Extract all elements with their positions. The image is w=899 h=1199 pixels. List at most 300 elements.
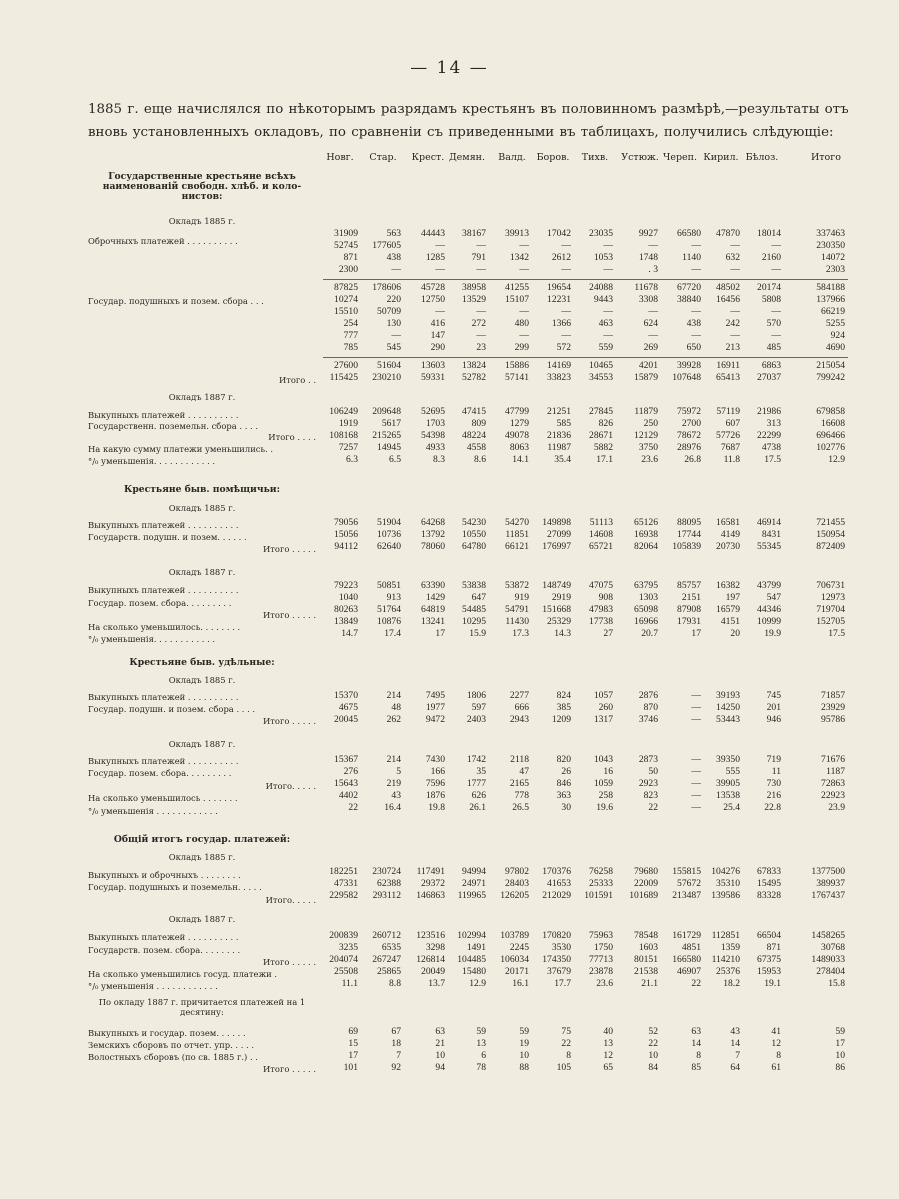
column-header: Стар. bbox=[369, 152, 397, 163]
row-label: По окладу 1887 г. причитается платежей на 1 десятину: bbox=[98, 997, 306, 1017]
table-cell: 21538 bbox=[634, 966, 658, 977]
table-cell: 106249 bbox=[329, 406, 358, 417]
table-cell: 215265 bbox=[372, 430, 401, 441]
table-cell: 47 bbox=[519, 766, 529, 777]
table-cell: 57672 bbox=[677, 878, 701, 889]
table-cell: 4738 bbox=[761, 442, 781, 453]
table-cell: — bbox=[691, 714, 701, 725]
table-cell: — bbox=[561, 306, 571, 317]
table-cell: 871 bbox=[766, 942, 781, 953]
table-cell: 1140 bbox=[682, 252, 701, 263]
row-label: Итого . . . . . bbox=[262, 716, 316, 726]
table-cell: 14.3 bbox=[554, 628, 571, 639]
table-cell: 15510 bbox=[334, 306, 358, 317]
row-label: Выкупныхъ и оброчныхъ . . . . . . . . bbox=[88, 870, 241, 880]
table-cell: 66121 bbox=[505, 541, 529, 552]
table-cell: — bbox=[476, 330, 486, 341]
table-cell: 15370 bbox=[334, 690, 358, 701]
table-cell: 66219 bbox=[821, 306, 845, 317]
table-cell: — bbox=[691, 240, 701, 251]
table-cell: 555 bbox=[725, 766, 740, 777]
table-cell: 107648 bbox=[672, 372, 701, 383]
table-cell: 8.3 bbox=[433, 454, 445, 465]
table-cell: 8 bbox=[776, 1050, 781, 1061]
column-header: Валд. bbox=[498, 152, 526, 163]
table-cell: 62640 bbox=[377, 541, 401, 552]
table-cell: 871 bbox=[343, 252, 358, 263]
table-cell: 13 bbox=[476, 1038, 486, 1049]
table-cell: 101689 bbox=[629, 890, 658, 901]
table-cell: 62388 bbox=[377, 878, 401, 889]
table-cell: 19.9 bbox=[764, 628, 781, 639]
table-cell: 17.7 bbox=[554, 978, 571, 989]
table-cell: 1748 bbox=[638, 252, 658, 263]
table-cell: 1303 bbox=[638, 592, 658, 603]
table-cell: 4558 bbox=[466, 442, 486, 453]
table-cell: 4851 bbox=[681, 942, 701, 953]
column-header: Новг. bbox=[326, 152, 354, 163]
table-cell: 607 bbox=[725, 418, 740, 429]
row-label: Итого . . . . . bbox=[262, 544, 316, 554]
table-cell: 1489033 bbox=[811, 954, 845, 965]
table-cell: — bbox=[730, 240, 740, 251]
table-cell: 176997 bbox=[542, 541, 571, 552]
table-cell: 11.1 bbox=[341, 978, 358, 989]
table-cell: 846 bbox=[556, 778, 571, 789]
table-cell: 102776 bbox=[816, 442, 845, 453]
table-cell: 88095 bbox=[677, 517, 701, 528]
table-cell: 12.9 bbox=[828, 454, 845, 465]
table-cell: 49078 bbox=[505, 430, 529, 441]
table-cell: 11987 bbox=[547, 442, 571, 453]
table-cell: — bbox=[691, 690, 701, 701]
table-cell: 15953 bbox=[757, 966, 781, 977]
table-cell: 15367 bbox=[334, 754, 358, 765]
table-cell: 9443 bbox=[593, 294, 613, 305]
table-cell: 4402 bbox=[338, 790, 358, 801]
table-cell: 57726 bbox=[716, 430, 740, 441]
table-cell: 1043 bbox=[593, 754, 613, 765]
page-number: — 14 — bbox=[410, 58, 489, 78]
table-cell: 6863 bbox=[761, 360, 781, 371]
table-cell: 39350 bbox=[716, 754, 740, 765]
table-cell: 17.1 bbox=[596, 454, 613, 465]
table-cell: 13792 bbox=[421, 529, 445, 540]
table-cell: 139586 bbox=[711, 890, 740, 901]
table-cell: 626 bbox=[471, 790, 486, 801]
table-cell: 83328 bbox=[757, 890, 781, 901]
row-label: Окладъ 1885 г. bbox=[168, 503, 236, 513]
table-cell: 52782 bbox=[462, 372, 486, 383]
table-cell: — bbox=[435, 306, 445, 317]
row-label: Итого . . . . bbox=[268, 432, 316, 442]
table-cell: 79680 bbox=[634, 866, 658, 877]
table-cell: 438 bbox=[386, 252, 401, 263]
table-cell: 563 bbox=[386, 228, 401, 239]
table-cell: 17 bbox=[691, 628, 701, 639]
table-cell: — bbox=[519, 264, 529, 275]
table-cell: 64 bbox=[730, 1062, 740, 1073]
table-cell: 27845 bbox=[589, 406, 613, 417]
table-cell: 10999 bbox=[757, 616, 781, 627]
table-cell: — bbox=[691, 702, 701, 713]
table-cell: 597 bbox=[471, 702, 486, 713]
table-cell: 7257 bbox=[338, 442, 358, 453]
table-cell: 37679 bbox=[547, 966, 571, 977]
table-cell: 416 bbox=[430, 318, 445, 329]
row-label: Общiй итогъ государ. платежей: bbox=[113, 834, 291, 845]
table-cell: 64780 bbox=[462, 541, 486, 552]
table-cell: 7 bbox=[735, 1050, 740, 1061]
table-cell: 2612 bbox=[551, 252, 571, 263]
table-cell: 23929 bbox=[821, 702, 845, 713]
table-cell: 28671 bbox=[589, 430, 613, 441]
table-cell: 53838 bbox=[462, 580, 486, 591]
table-cell: 17931 bbox=[677, 616, 701, 627]
table-cell: 706731 bbox=[816, 580, 845, 591]
table-cell: 48 bbox=[391, 702, 401, 713]
table-cell: 65126 bbox=[634, 517, 658, 528]
table-cell: 80151 bbox=[634, 954, 658, 965]
table-cell: 293112 bbox=[372, 890, 401, 901]
table-cell: 114210 bbox=[711, 954, 740, 965]
table-cell: 809 bbox=[471, 418, 486, 429]
row-label: На сколько уменьшилось. . . . . . . . bbox=[88, 622, 241, 632]
table-cell: 39905 bbox=[716, 778, 740, 789]
table-cell: 108168 bbox=[329, 430, 358, 441]
table-cell: 19.1 bbox=[764, 978, 781, 989]
column-header: Череп. bbox=[662, 152, 698, 163]
table-cell: 272 bbox=[471, 318, 486, 329]
table-cell: — bbox=[691, 264, 701, 275]
table-cell: 2876 bbox=[638, 690, 658, 701]
table-cell: 47870 bbox=[716, 228, 740, 239]
table-cell: 2700 bbox=[681, 418, 701, 429]
row-label: °/₀ уменьшенiя. . . . . . . . . . . . bbox=[88, 456, 216, 466]
table-cell: 385 bbox=[556, 702, 571, 713]
table-cell: 19.6 bbox=[596, 802, 613, 813]
row-label: Итого. . . . . bbox=[265, 781, 316, 791]
table-cell: 75 bbox=[561, 1026, 571, 1037]
table-cell: — bbox=[476, 306, 486, 317]
table-cell: 12750 bbox=[421, 294, 445, 305]
table-cell: — bbox=[691, 790, 701, 801]
table-cell: 51113 bbox=[589, 517, 613, 528]
table-cell: 170376 bbox=[542, 866, 571, 877]
row-label: На сколько уменьшилось . . . . . . . bbox=[88, 793, 238, 803]
table-cell: — bbox=[691, 766, 701, 777]
table-cell: 104485 bbox=[457, 954, 486, 965]
table-cell: 1366 bbox=[551, 318, 571, 329]
table-cell: 67375 bbox=[757, 954, 781, 965]
table-cell: 1187 bbox=[826, 766, 845, 777]
row-label: Крестьяне быв. помѣщичьи: bbox=[123, 484, 281, 495]
table-cell: 22.8 bbox=[764, 802, 781, 813]
table-cell: 20.7 bbox=[641, 628, 658, 639]
row-label: Выкупныхъ и государ. позем. . . . . . bbox=[88, 1028, 246, 1038]
table-cell: 59 bbox=[519, 1026, 529, 1037]
table-cell: 151668 bbox=[542, 604, 571, 615]
table-cell: 260712 bbox=[372, 930, 401, 941]
table-cell: 94994 bbox=[462, 866, 486, 877]
table-cell: 63795 bbox=[634, 580, 658, 591]
table-cell: 33823 bbox=[547, 372, 571, 383]
table-cell: 8063 bbox=[509, 442, 529, 453]
table-cell: — bbox=[730, 306, 740, 317]
table-cell: 872409 bbox=[816, 541, 845, 552]
table-cell: 18 bbox=[391, 1038, 401, 1049]
table-cell: 147 bbox=[430, 330, 445, 341]
table-cell: 3746 bbox=[638, 714, 658, 725]
table-cell: 25329 bbox=[547, 616, 571, 627]
table-cell: 26.1 bbox=[469, 802, 486, 813]
table-cell: 913 bbox=[386, 592, 401, 603]
table-cell: 43799 bbox=[757, 580, 781, 591]
table-cell: 54270 bbox=[505, 517, 529, 528]
table-cell: 13241 bbox=[421, 616, 445, 627]
table-cell: 9472 bbox=[425, 714, 445, 725]
table-cell: 7596 bbox=[425, 778, 445, 789]
table-cell: 14.7 bbox=[341, 628, 358, 639]
table-cell: 15056 bbox=[334, 529, 358, 540]
table-cell: — bbox=[691, 330, 701, 341]
table-cell: 25376 bbox=[716, 966, 740, 977]
table-cell: 30768 bbox=[821, 942, 845, 953]
table-cell: 22 bbox=[648, 1038, 658, 1049]
table-cell: 10736 bbox=[377, 529, 401, 540]
row-label: Итого . . . . . bbox=[262, 957, 316, 967]
table-cell: 14 bbox=[730, 1038, 740, 1049]
table-cell: 112851 bbox=[711, 930, 740, 941]
table-cell: — bbox=[771, 240, 781, 251]
table-cell: 119965 bbox=[457, 890, 486, 901]
row-label: Выкупныхъ платежей . . . . . . . . . . bbox=[88, 932, 239, 942]
table-cell: 1777 bbox=[466, 778, 486, 789]
table-cell: 919 bbox=[514, 592, 529, 603]
table-cell: 1059 bbox=[593, 778, 613, 789]
table-cell: — bbox=[771, 306, 781, 317]
table-cell: 137966 bbox=[816, 294, 845, 305]
table-cell: 146863 bbox=[416, 890, 445, 901]
table-cell: 438 bbox=[686, 318, 701, 329]
table-cell: 545 bbox=[386, 342, 401, 353]
table-cell: 480 bbox=[514, 318, 529, 329]
table-cell: 1279 bbox=[509, 418, 529, 429]
table-cell: — bbox=[603, 240, 613, 251]
table-cell: 1458265 bbox=[811, 930, 845, 941]
table-cell: 166 bbox=[430, 766, 445, 777]
table-cell: — bbox=[476, 264, 486, 275]
table-cell: 2300 bbox=[338, 264, 358, 275]
table-cell: 63 bbox=[435, 1026, 445, 1037]
table-cell: 254 bbox=[343, 318, 358, 329]
table-cell: 463 bbox=[598, 318, 613, 329]
table-cell: 19 bbox=[519, 1038, 529, 1049]
table-cell: 14.1 bbox=[512, 454, 529, 465]
table-cell: 721455 bbox=[816, 517, 845, 528]
table-cell: 13 bbox=[603, 1038, 613, 1049]
table-cell: 19654 bbox=[547, 282, 571, 293]
table-cell: 389937 bbox=[816, 878, 845, 889]
table-cell: 2160 bbox=[761, 252, 781, 263]
table-cell: — bbox=[603, 306, 613, 317]
table-cell: — bbox=[691, 802, 701, 813]
table-cell: 3308 bbox=[638, 294, 658, 305]
table-cell: 1377500 bbox=[811, 866, 845, 877]
table-cell: 65413 bbox=[716, 372, 740, 383]
table-cell: 150954 bbox=[816, 529, 845, 540]
table-cell: 8.8 bbox=[389, 978, 401, 989]
row-label: Государ. позем. сбора. . . . . . . . . bbox=[88, 598, 232, 608]
table-cell: 25.4 bbox=[723, 802, 740, 813]
row-label: °/₀ уменьшенiя . . . . . . . . . . . . bbox=[88, 981, 218, 991]
table-cell: 85757 bbox=[677, 580, 701, 591]
table-cell: 11851 bbox=[505, 529, 529, 540]
table-cell: 53872 bbox=[505, 580, 529, 591]
table-cell: 4151 bbox=[720, 616, 740, 627]
table-cell: 10295 bbox=[462, 616, 486, 627]
table-cell: — bbox=[648, 240, 658, 251]
table-cell: 13824 bbox=[462, 360, 486, 371]
row-label: Выкупныхъ платежей . . . . . . . . . . bbox=[88, 756, 239, 766]
table-cell: — bbox=[561, 240, 571, 251]
row-label: Крестьяне быв. удѣльные: bbox=[129, 657, 275, 668]
table-cell: 79056 bbox=[334, 517, 358, 528]
table-cell: 363 bbox=[556, 790, 571, 801]
table-cell: 19.8 bbox=[428, 802, 445, 813]
table-cell: 719704 bbox=[816, 604, 845, 615]
table-cell: 1429 bbox=[425, 592, 445, 603]
table-cell: 104276 bbox=[711, 866, 740, 877]
table-cell: 65098 bbox=[634, 604, 658, 615]
table-cell: 23 bbox=[476, 342, 486, 353]
table-cell: 59331 bbox=[421, 372, 445, 383]
table-cell: 14250 bbox=[716, 702, 740, 713]
table-cell: 17.3 bbox=[512, 628, 529, 639]
table-cell: 75963 bbox=[589, 930, 613, 941]
table-cell: 21986 bbox=[757, 406, 781, 417]
table-cell: 7430 bbox=[425, 754, 445, 765]
table-cell: 23.6 bbox=[641, 454, 658, 465]
table-cell: 799242 bbox=[816, 372, 845, 383]
table-cell: 24971 bbox=[462, 878, 486, 889]
table-cell: — bbox=[476, 240, 486, 251]
table-cell: 3750 bbox=[638, 442, 658, 453]
table-cell: 79223 bbox=[334, 580, 358, 591]
table-cell: 21251 bbox=[547, 406, 571, 417]
row-label: Окладъ 1887 г. bbox=[168, 739, 236, 749]
table-cell: 80263 bbox=[334, 604, 358, 615]
table-cell: 67833 bbox=[757, 866, 781, 877]
table-cell: 2943 bbox=[509, 714, 529, 725]
table-cell: — bbox=[519, 240, 529, 251]
table-cell: 22 bbox=[691, 978, 701, 989]
table-cell: 50 bbox=[648, 766, 658, 777]
table-cell: 14 bbox=[691, 1038, 701, 1049]
table-cell: 7687 bbox=[720, 442, 740, 453]
table-cell: 43 bbox=[391, 790, 401, 801]
table-cell: 209648 bbox=[372, 406, 401, 417]
row-label: Государственные крестьяне всѣхъ наименованiй свободн. хлѣб. и коло-нистов: bbox=[102, 172, 302, 202]
table-cell: 6 bbox=[481, 1050, 486, 1061]
table-cell: 16382 bbox=[716, 580, 740, 591]
total-rule bbox=[323, 279, 848, 280]
table-cell: 34553 bbox=[589, 372, 613, 383]
table-cell: 43 bbox=[730, 1026, 740, 1037]
table-cell: 276 bbox=[343, 766, 358, 777]
intro-line-2: вновь установленныхъ окладовъ, по сравненiи съ приведенными въ таблицахъ, получились слѣдующiе: bbox=[88, 125, 834, 140]
table-cell: 130 bbox=[386, 318, 401, 329]
row-label: Окладъ 1887 г. bbox=[168, 392, 236, 402]
table-cell: 215054 bbox=[816, 360, 845, 371]
table-cell: 250 bbox=[643, 418, 658, 429]
table-cell: 57119 bbox=[716, 406, 740, 417]
column-header: Демян. bbox=[448, 152, 486, 163]
row-label: Государств. позем. сбора. . . . . . . . bbox=[88, 945, 241, 955]
row-label: Государ. подушныхъ и позем. сбора . . . bbox=[88, 296, 264, 306]
table-cell: 38958 bbox=[462, 282, 486, 293]
table-cell: 14072 bbox=[821, 252, 845, 263]
table-cell: 23.9 bbox=[828, 802, 845, 813]
table-cell: 778 bbox=[514, 790, 529, 801]
table-cell: 16.4 bbox=[384, 802, 401, 813]
row-label: Государственн. поземельн. сбора . . . . bbox=[88, 421, 259, 431]
table-cell: 22923 bbox=[821, 790, 845, 801]
table-cell: 35310 bbox=[716, 878, 740, 889]
table-cell: 51764 bbox=[377, 604, 401, 615]
table-cell: 23878 bbox=[589, 966, 613, 977]
table-cell: 213 bbox=[725, 342, 740, 353]
table-cell: 21.1 bbox=[641, 978, 658, 989]
table-cell: 11879 bbox=[634, 406, 658, 417]
table-cell: 1703 bbox=[425, 418, 445, 429]
table-cell: 1919 bbox=[338, 418, 358, 429]
table-cell: 10550 bbox=[462, 529, 486, 540]
table-cell: 9927 bbox=[638, 228, 658, 239]
table-cell: 4149 bbox=[720, 529, 740, 540]
table-cell: 106034 bbox=[500, 954, 529, 965]
table-cell: 22 bbox=[348, 802, 358, 813]
table-cell: 85 bbox=[691, 1062, 701, 1073]
table-cell: 39913 bbox=[505, 228, 529, 239]
table-cell: 51904 bbox=[377, 517, 401, 528]
table-cell: 105 bbox=[556, 1062, 571, 1073]
table-cell: 214 bbox=[386, 690, 401, 701]
table-cell: 230724 bbox=[372, 866, 401, 877]
table-cell: 50851 bbox=[377, 580, 401, 591]
table-cell: 220 bbox=[386, 294, 401, 305]
table-cell: 54398 bbox=[421, 430, 445, 441]
table-cell: — bbox=[561, 264, 571, 275]
table-cell: 15886 bbox=[505, 360, 529, 371]
table-cell: 78 bbox=[476, 1062, 486, 1073]
row-label: Выкупныхъ платежей . . . . . . . . . . bbox=[88, 520, 239, 530]
table-cell: 16608 bbox=[821, 418, 845, 429]
table-cell: 84 bbox=[648, 1062, 658, 1073]
table-cell: 41653 bbox=[547, 878, 571, 889]
row-label: Волостныхъ сборовъ (по св. 1885 г.) . . bbox=[88, 1052, 258, 1062]
table-cell: 219 bbox=[386, 778, 401, 789]
table-cell: 13538 bbox=[716, 790, 740, 801]
table-cell: 2165 bbox=[509, 778, 529, 789]
table-cell: 69 bbox=[348, 1026, 358, 1037]
table-cell: 47983 bbox=[589, 604, 613, 615]
table-cell: 87908 bbox=[677, 604, 701, 615]
table-cell: 559 bbox=[598, 342, 613, 353]
table-cell: 15.9 bbox=[469, 628, 486, 639]
row-label: Государств. подушн. и позем. . . . . . bbox=[88, 532, 247, 542]
table-cell: 5882 bbox=[593, 442, 613, 453]
